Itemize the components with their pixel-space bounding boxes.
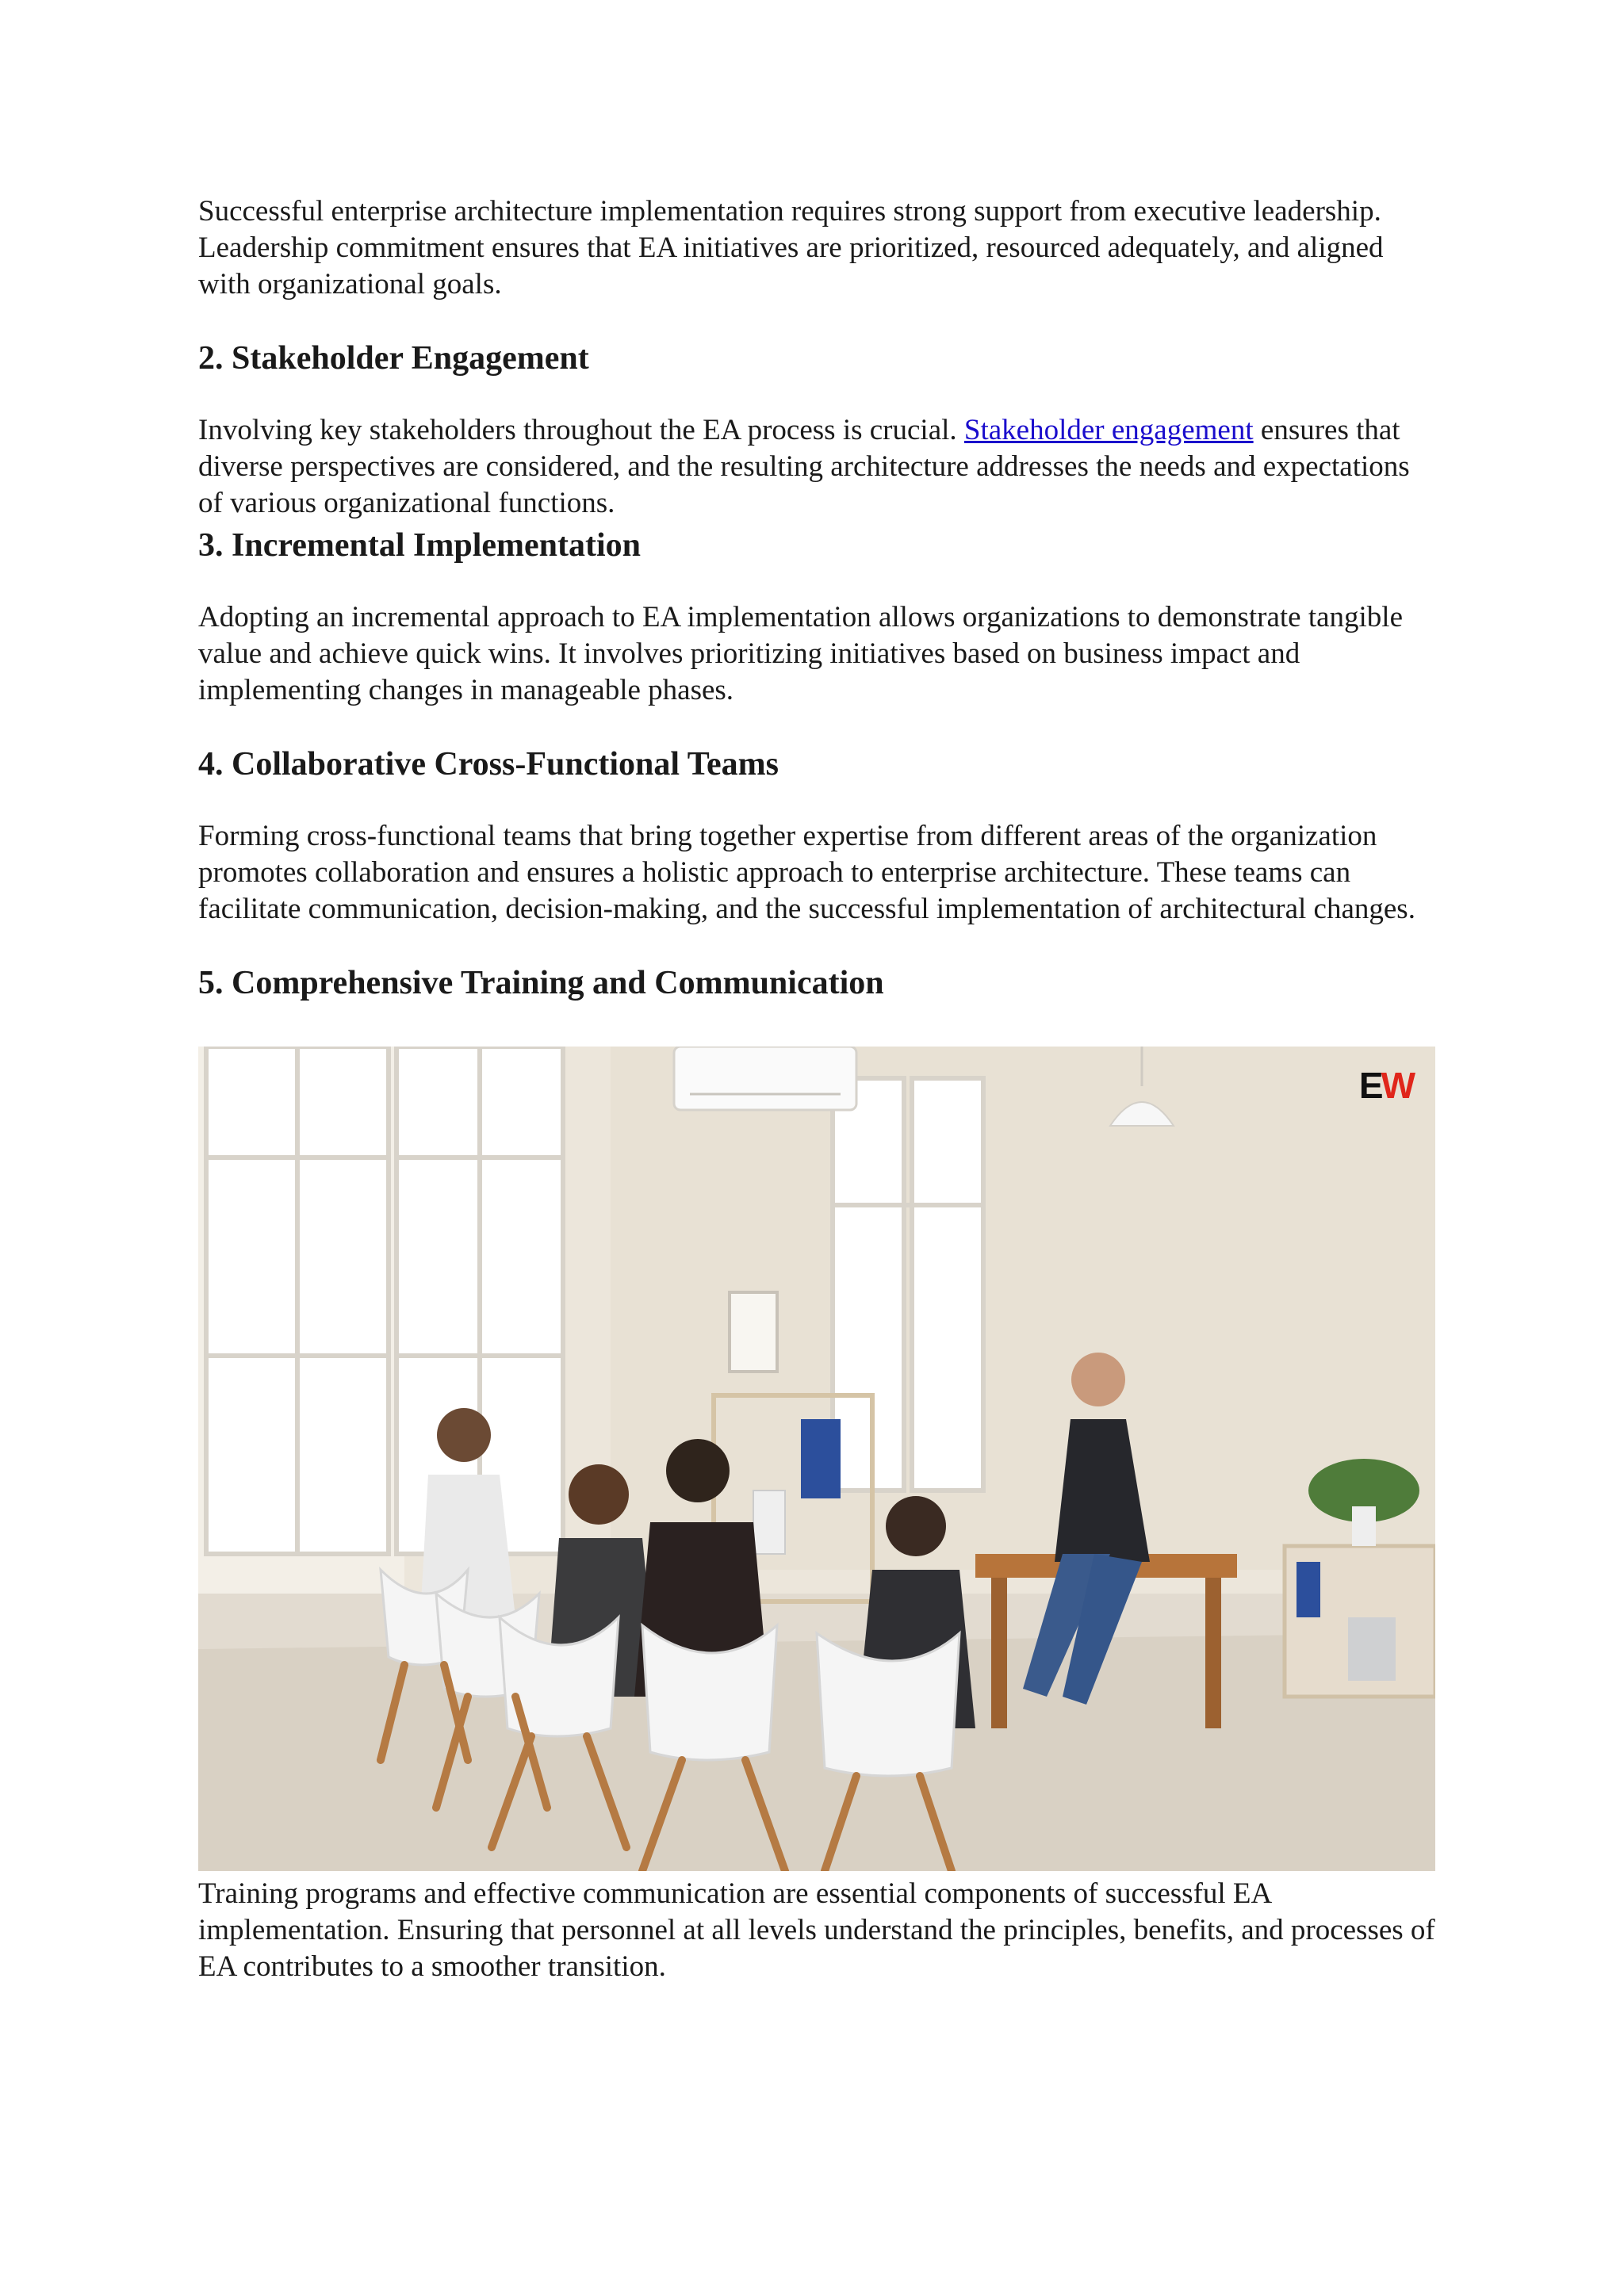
stakeholder-text-after: ensures that diverse perspectives are considered, and the resulting architecture addresses the needs and expectations of various organizational functions. — [198, 414, 1410, 519]
heading-cross-functional-teams: 4. Collaborative Cross-Functional Teams — [198, 746, 779, 783]
heading-stakeholder-engagement: 2. Stakeholder Engagement — [198, 340, 589, 377]
incremental-paragraph: Adopting an incremental approach to EA implementation allows organizations to demonstrate tangible value and achieve quick wins. It involves prioritizing initiatives based on business impact and implementing changes in manageable phases. — [198, 601, 1404, 706]
stakeholder-paragraph — [198, 412, 1435, 522]
logo-part-w: W — [1381, 1065, 1413, 1106]
logo-part-e: E — [1358, 1065, 1381, 1106]
ew-logo — [1359, 1067, 1413, 1104]
stakeholder-engagement-link[interactable]: Stakeholder engagement — [963, 414, 1254, 446]
document-page — [198, 193, 1435, 1985]
training-session-photo — [198, 1047, 1435, 1871]
photo-illustration — [198, 1047, 1435, 1871]
heading-training-communication: 5. Comprehensive Training and Communication — [198, 965, 884, 1001]
stakeholder-text-before: Involving key stakeholders throughout the EA process is crucial. — [198, 414, 964, 446]
intro-paragraph: Successful enterprise architecture implementation requires strong support from executive leadership. Leadership commitment ensures that EA initiatives are prioritized, resourced adequately, and aligned with organizational goals. — [198, 195, 1384, 300]
cross-functional-paragraph: Forming cross-functional teams that bring together expertise from different areas of the organization promotes collaboration and ensures a holistic approach to enterprise architecture. These teams can facilitate communication, decision-making, and the successful implementation of architectural changes. — [198, 820, 1415, 925]
heading-incremental-implementation: 3. Incremental Implementation — [198, 527, 641, 564]
training-paragraph: Training programs and effective communication are essential components of successful EA implementation. Ensuring that personnel at all levels understand the principles, benefits, and processes of EA contributes to a smoother transition. — [198, 1877, 1435, 1983]
